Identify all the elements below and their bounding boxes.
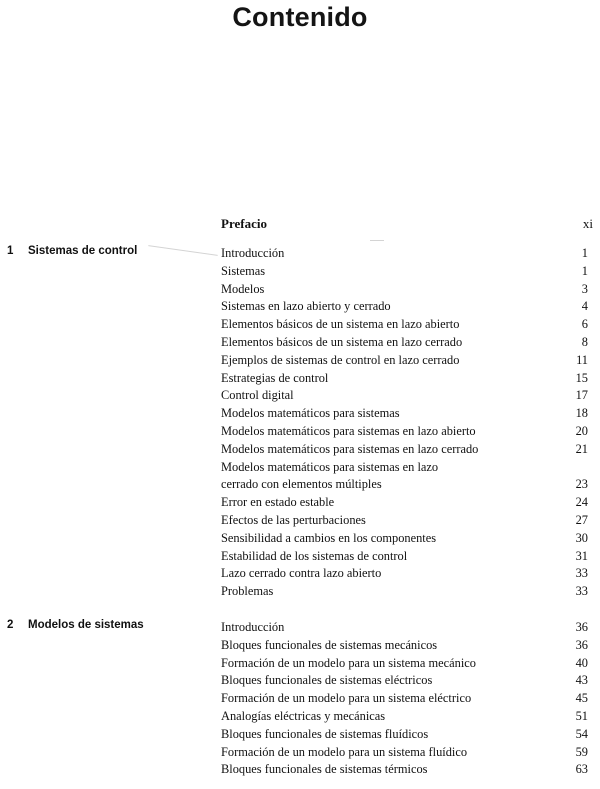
toc-entry-page: 45 [575, 691, 588, 706]
toc-entry-page: 23 [575, 477, 588, 492]
toc-entry-page: 59 [575, 744, 588, 759]
toc-entry-page: 17 [575, 388, 588, 403]
toc-entry-page: 43 [575, 673, 588, 688]
toc-entry-title: Formación de un modelo para un sistema fluídico [221, 744, 468, 759]
page-title: Contenido [232, 2, 368, 32]
toc-entry-title: Estrategias de control [221, 370, 329, 385]
toc-entry[interactable] [221, 263, 588, 281]
toc-entry-page: 4 [581, 299, 588, 314]
chapter-2-entries [221, 619, 588, 779]
scan-artifact-line [370, 240, 384, 241]
chapter-title[interactable]: Sistemas de control [28, 245, 138, 257]
toc-entry-page: 18 [575, 406, 588, 421]
toc-entry[interactable] [221, 334, 588, 352]
toc-entry-page: 3 [581, 281, 588, 296]
toc-entry-page: 40 [575, 655, 588, 670]
toc-entry-title: Estabilidad de los sistemas de control [221, 548, 408, 563]
toc-entry-page: 33 [575, 566, 588, 581]
toc-entry[interactable] [221, 405, 588, 423]
toc-entry-title: Modelos matemáticos para sistemas en lazo cerrado con elementos múltiples [221, 459, 439, 492]
toc-entry-title: Control digital [221, 388, 294, 403]
chapter-1-entries [221, 245, 588, 601]
toc-entry[interactable] [221, 423, 588, 441]
toc-entry-title: Lazo cerrado contra lazo abierto [221, 566, 382, 581]
toc-entry[interactable] [221, 281, 588, 299]
toc-entry-title: Ejemplos de sistemas de control en lazo cerrado [221, 352, 460, 367]
toc-entry[interactable] [221, 387, 588, 405]
toc-entry-title: Bloques funcionales de sistemas fluídicos [221, 726, 429, 741]
toc-entry[interactable] [221, 316, 588, 334]
toc-entry-page: 36 [575, 637, 588, 652]
toc-entry-page: 20 [575, 423, 588, 438]
toc-entry-page: 31 [575, 548, 588, 563]
toc-entry[interactable] [221, 690, 588, 708]
toc-entry-title: Sistemas [221, 263, 266, 278]
toc-entry[interactable] [221, 726, 588, 744]
toc-entry[interactable] [221, 761, 588, 779]
toc-entry[interactable] [221, 370, 588, 388]
toc-entry-title: Elementos básicos de un sistema en lazo abierto [221, 317, 460, 332]
toc-entry[interactable] [221, 708, 588, 726]
toc-entry[interactable] [221, 744, 588, 762]
toc-entry-page: 11 [576, 352, 588, 367]
toc-entry-page: 15 [575, 370, 588, 385]
toc-entry-page: 8 [581, 334, 588, 349]
toc-entry-page: 6 [581, 317, 588, 332]
toc-entry-title: Analogías eléctricas y mecánicas [221, 708, 386, 723]
toc-entry-title: Modelos matemáticos para sistemas en lazo cerrado [221, 441, 479, 456]
toc-entry[interactable] [221, 530, 588, 548]
toc-entry[interactable] [221, 298, 588, 316]
toc-entry-title: Bloques funcionales de sistemas mecánicos [221, 637, 438, 652]
toc-entry-page: 27 [575, 512, 588, 527]
toc-entry-title: Modelos matemáticos para sistemas en lazo abierto [221, 423, 476, 438]
toc-entry[interactable] [221, 565, 588, 583]
toc-entry[interactable] [221, 245, 588, 263]
toc-entry[interactable] [221, 512, 588, 530]
toc-entry-title: Introducción [221, 246, 285, 260]
preface-title: Prefacio [221, 216, 267, 231]
toc-entry-title: Efectos de las perturbaciones [221, 512, 366, 527]
toc-entry-title: Formación de un modelo para un sistema mecánico [221, 655, 476, 670]
scan-artifact-line [148, 245, 217, 256]
toc-entry[interactable] [221, 672, 588, 690]
toc-entry[interactable] [221, 459, 588, 495]
toc-entry-title: Introducción [221, 620, 285, 634]
chapter-title[interactable]: Modelos de sistemas [28, 619, 144, 631]
toc-entry-page: 63 [575, 762, 588, 777]
chapter-number: 1 [7, 245, 14, 257]
toc-entry[interactable] [221, 441, 588, 459]
toc-entry-title: Sensibilidad a cambios en los componentes [221, 530, 437, 545]
toc-entry-page: 24 [575, 495, 588, 510]
toc-entry-page: 36 [575, 620, 588, 634]
toc-entry[interactable] [221, 494, 588, 512]
toc-entry[interactable] [221, 637, 588, 655]
toc-entry-page: 33 [575, 584, 588, 599]
toc-entry-title: Bloques funcionales de sistemas térmicos [221, 762, 428, 777]
toc-entry-title: Modelos matemáticos para sistemas [221, 406, 400, 421]
toc-entry[interactable] [221, 655, 588, 673]
toc-entry-title: Problemas [221, 584, 274, 599]
toc-entry-title: Modelos [221, 281, 265, 296]
chapter-number: 2 [7, 619, 14, 631]
toc-entry-page: 21 [575, 441, 588, 456]
toc-entry[interactable] [221, 548, 588, 566]
toc-entry-page: 51 [575, 708, 588, 723]
toc-entry[interactable] [221, 583, 588, 601]
toc-entry-title: Error en estado estable [221, 495, 335, 510]
toc-entry-title: Sistemas en lazo abierto y cerrado [221, 299, 391, 314]
toc-entry-page: 30 [575, 530, 588, 545]
toc-entry[interactable] [221, 619, 588, 637]
toc-entry-title: Elementos básicos de un sistema en lazo cerrado [221, 334, 463, 349]
toc-entry-title: Formación de un modelo para un sistema eléctrico [221, 691, 472, 706]
preface-entry[interactable] [221, 216, 597, 234]
toc-entry-title: Bloques funcionales de sistemas eléctricos [221, 673, 433, 688]
preface-page: xi [582, 216, 593, 231]
toc-entry[interactable] [221, 352, 588, 370]
toc-entry-page: 1 [581, 263, 588, 278]
toc-entry-page: 1 [581, 246, 588, 260]
toc-entry-page: 54 [575, 726, 588, 741]
